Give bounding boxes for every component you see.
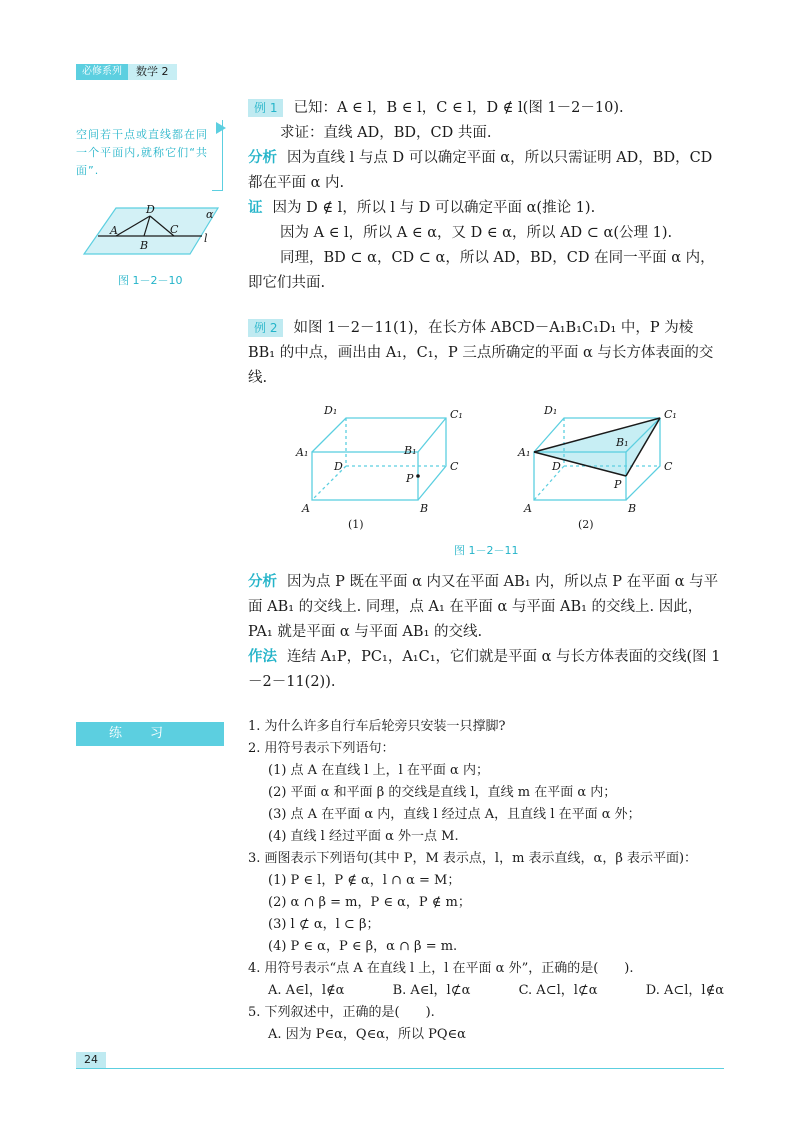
fig2-number: (2) [578, 518, 594, 531]
exercise-q2d: (4) 直线 l 经过平面 α 外一点 M. [268, 829, 459, 844]
ex2-method-text: 连结 A₁P，PC₁，A₁C₁，它们就是平面 α 与长方体表面的交线(图 1－2－11(2)). [248, 649, 721, 690]
fig2-label-D: D [552, 460, 561, 473]
page-header [76, 64, 177, 80]
header-title: 数学 2 [128, 64, 177, 80]
fig1-label-D1: D₁ [324, 404, 338, 417]
exercise-q5: 5. 下列叙述中，正确的是( ). [248, 1005, 435, 1020]
ex2-analysis [248, 570, 722, 645]
fig1-label-B: B [420, 502, 429, 515]
page-number: 24 [76, 1052, 106, 1068]
fig1210-label-l: l [204, 232, 208, 245]
fig1-label-A: A [302, 502, 310, 515]
fig1210-label-B: B [140, 239, 149, 252]
fig1210-label-alpha: α [206, 208, 214, 221]
fig1-label-C1: C₁ [450, 408, 463, 421]
ex2-method-kw: 作法 [248, 649, 277, 665]
fig1-label-P: P [406, 472, 414, 485]
exercise-q2b: (2) 平面 α 和平面 β 的交线是直线 l，直线 m 在平面 α 内； [268, 785, 617, 800]
exercise-q3d: (4) P ∈ α，P ∈ β，α ∩ β = m. [268, 939, 458, 954]
exercise-q2c: (3) 点 A 在平面 α 内，直线 l 经过点 A，且直线 l 在平面 α 外； [268, 807, 641, 822]
exercise-q4-option-c: C. A⊂l，l⊄α [518, 983, 598, 998]
ex1-tag: 例 1 [248, 99, 283, 117]
exercise-q5a: A. 因为 P∈α，Q∈α，所以 PQ∈α [268, 1027, 466, 1042]
ex2-method [248, 645, 722, 695]
ex1-proof1: 因为 D ∉ l，所以 l 与 D 可以确定平面 α(推论 1). [272, 200, 596, 216]
fig2-label-D1: D₁ [544, 404, 558, 417]
fig1-number: (1) [348, 518, 364, 531]
ex1-given: 已知：A ∈ l，B ∈ l，C ∈ l，D ∉ l(图 1－2－10). [293, 100, 624, 116]
footer-rule [76, 1068, 724, 1069]
exercise-q4-option-a: A. A∈l，l∉α [268, 983, 345, 998]
ex2-analysis-kw: 分析 [248, 574, 277, 590]
ex1-analysis-kw: 分析 [248, 150, 277, 166]
ex1-analysis [248, 146, 722, 196]
ex1-proof [248, 196, 722, 221]
exercise-q4-options [248, 980, 728, 1002]
exercise-q1: 1. 为什么许多自行车后轮旁只安装一只撑脚? [248, 719, 506, 734]
exercise-q3b: (2) α ∩ β = m，P ∈ α，P ∉ m； [268, 895, 471, 910]
exercise-band: 练习 [76, 722, 224, 746]
ex2-tag: 例 2 [248, 319, 283, 337]
exercise-q4-option-b: B. A∈l，l⊄α [392, 983, 471, 998]
fig1-label-C: C [450, 460, 459, 473]
fig1210-label-A: A [110, 224, 118, 237]
exercise-list [248, 716, 728, 1046]
fig2-label-B1: B₁ [616, 436, 629, 449]
exercise-q2: 2. 用符号表示下列语句： [248, 741, 395, 756]
fig1-label-A1: A₁ [296, 446, 309, 459]
ex1-proof3: 同理，BD ⊂ α，CD ⊂ α，所以 AD，BD，CD 在同一平面 α 内，即它们共面. [248, 250, 715, 291]
exercise-q2a: (1) 点 A 在直线 l 上，l 在平面 α 内； [268, 763, 489, 778]
ex2-text: 如图 1－2－11(1)，在长方体 ABCD－A₁B₁C₁D₁ 中，P 为棱 BB₁ 的中点，画出由 A₁，C₁，P 三点所确定的平面 α 与长方体表面的交线. [248, 320, 714, 386]
fig2-label-B: B [628, 502, 637, 515]
ex1-proof-kw: 证 [248, 200, 263, 216]
fig1-label-D: D [334, 460, 343, 473]
fig-1-2-11-caption: 图 1－2－11 [454, 544, 519, 557]
ex2-text-block [248, 316, 722, 391]
side-note: 空间若干点或直线都在同一个平面内,就称它们“共面”. [76, 128, 208, 177]
figure-1-2-11-1 [294, 402, 464, 532]
side-note-arrow-icon [216, 122, 226, 134]
exercise-q3a: (1) P ∈ l，P ∉ α，l ∩ α = M； [268, 873, 461, 888]
ex2-analysis-text: 因为点 P 既在平面 α 内又在平面 AB₁ 内，所以点 P 在平面 α 与平面 AB₁ 的交线上. 同理，点 A₁ 在平面 α 与平面 AB₁ 的交线上. 因此，PA₁ 就是平面 α 与平面 AB₁ 的交线. [248, 574, 719, 640]
exercise-q3: 3. 画图表示下列语句(其中 P，M 表示点，l，m 表示直线，α，β 表示平面)： [248, 851, 698, 866]
exercise-q3c: (3) l ⊄ α，l ⊂ β； [268, 917, 380, 932]
figure-1-2-10 [78, 198, 228, 268]
header-series: 必修系列 [76, 64, 128, 80]
fig1210-label-D: D [146, 203, 155, 216]
exercise-q4: 4. 用符号表示“点 A 在直线 l 上，l 在平面 α 外”，正确的是( ). [248, 961, 634, 976]
ex1-proof2: 因为 A ∈ l，所以 A ∈ α，又 D ∈ α，所以 AD ⊂ α(公理 1). [280, 225, 673, 241]
fig2-label-A: A [524, 502, 532, 515]
ex1-given-line [248, 96, 722, 121]
fig2-label-A1: A₁ [518, 446, 531, 459]
fig2-label-P: P [614, 478, 622, 491]
fig1210-label-C: C [170, 223, 179, 236]
ex1-prove: 求证：直线 AD，BD，CD 共面. [280, 125, 492, 141]
fig-1-2-10-caption: 图 1－2－10 [118, 274, 183, 287]
exercise-q4-option-d: D. A⊂l，l∉α [645, 983, 724, 998]
fig2-label-C1: C₁ [664, 408, 677, 421]
fig1-label-B1: B₁ [404, 444, 417, 457]
ex1-analysis-text: 因为直线 l 与点 D 可以确定平面 α，所以只需证明 AD，BD，CD 都在平面 α 内. [248, 150, 713, 191]
fig2-label-C: C [664, 460, 673, 473]
figure-1-2-11-2 [516, 402, 686, 532]
